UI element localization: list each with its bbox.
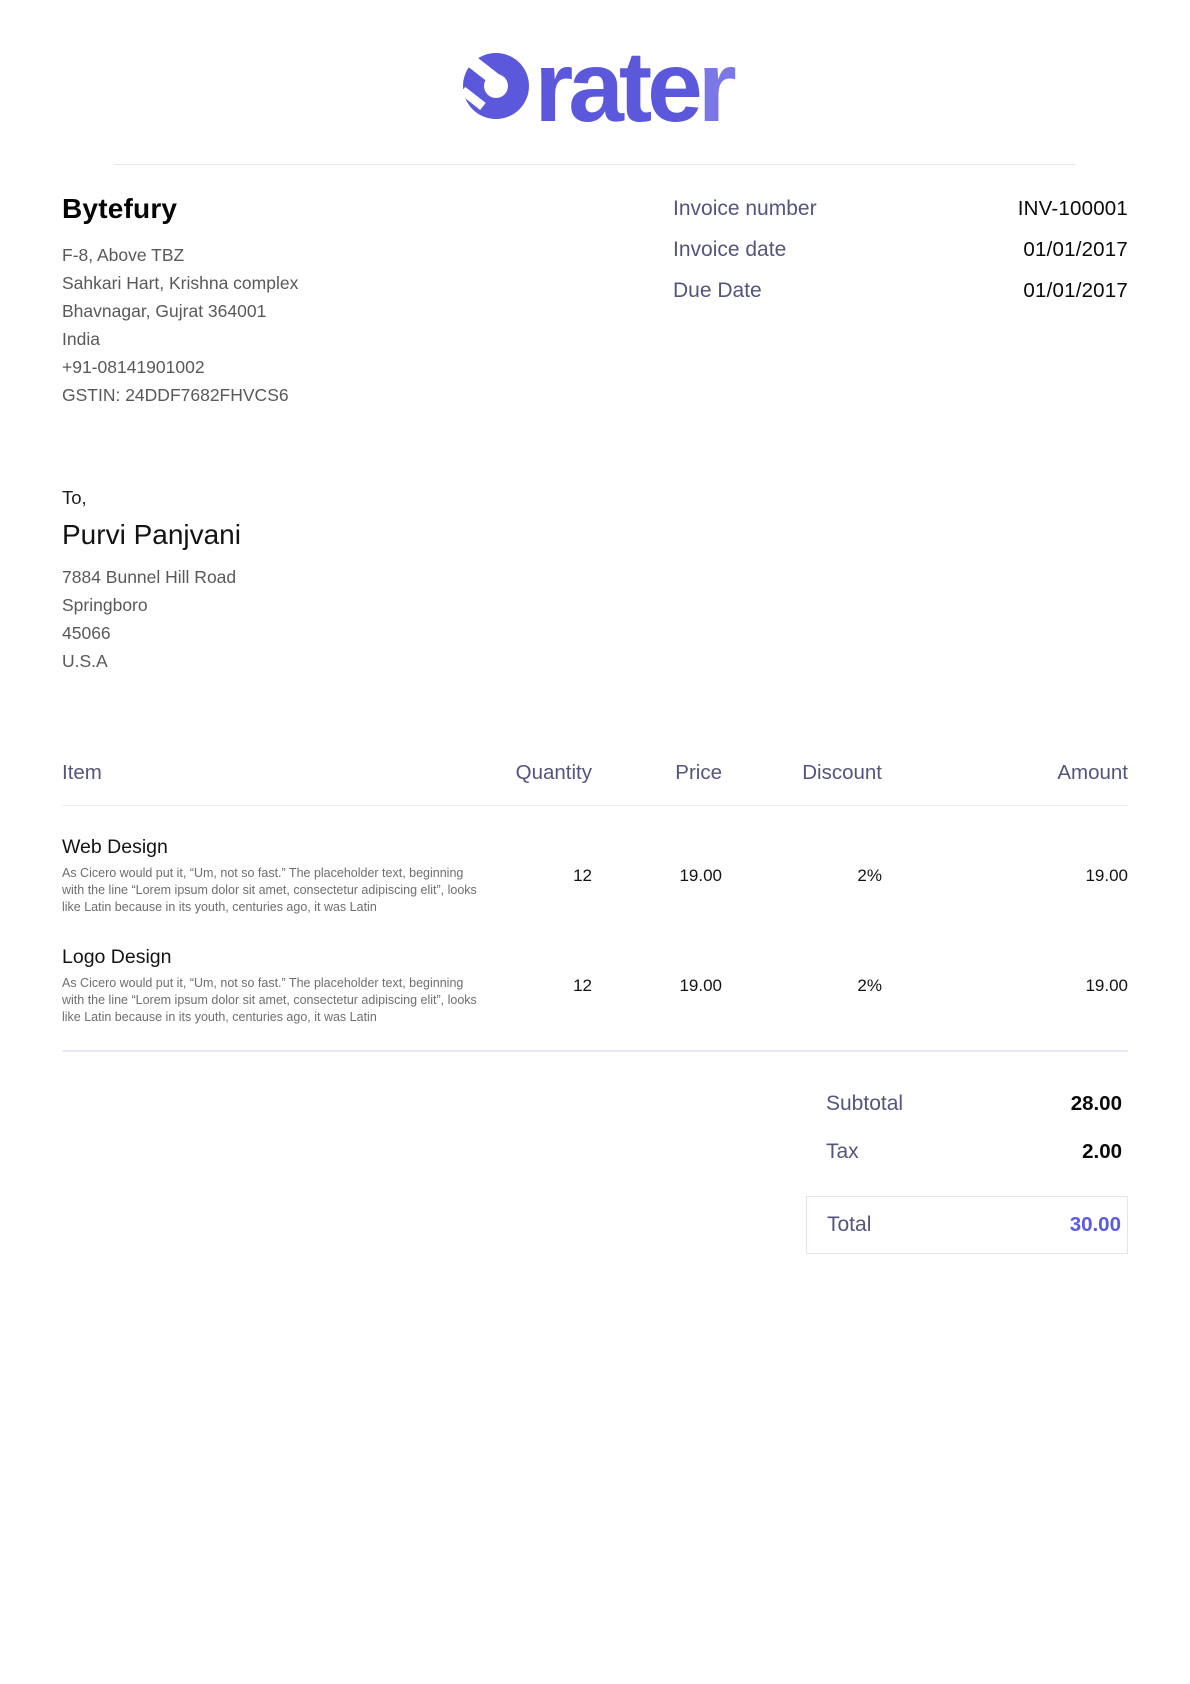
crater-logo-c-icon: [458, 44, 532, 125]
table-row: [62, 806, 1128, 917]
header-divider: [114, 164, 1076, 165]
subtotal-label: Subtotal: [826, 1092, 904, 1115]
item-price: 19.00: [679, 976, 722, 995]
invoice-date-label: Invoice date: [673, 238, 787, 261]
tax-row: [806, 1140, 1128, 1164]
due-date-value: 01/01/2017: [1023, 279, 1128, 302]
invoice-date-value: 01/01/2017: [1023, 238, 1128, 261]
company-info: [62, 193, 298, 409]
item-description: As Cicero would put it, “Um, not so fast.” The placeholder text, beginning with the line “Lorem ipsum dolor sit amet, consectetur adipiscing elit”, looks like Latin because in its youth, centuries ago, it was Latin: [62, 976, 477, 1024]
item-amount: 19.00: [1085, 866, 1128, 885]
item-discount: 2%: [857, 866, 882, 885]
column-header-amount: Amount: [882, 761, 1128, 806]
subtotal-row: [806, 1092, 1128, 1116]
customer-address-line: 7884 Bunnel Hill Road: [62, 567, 237, 587]
column-header-discount: Discount: [722, 761, 882, 806]
invoice-number-label: Invoice number: [673, 197, 817, 220]
item-name: Web Design: [62, 836, 168, 858]
company-gstin: GSTIN: 24DDF7682FHVCS6: [62, 385, 289, 405]
column-header-item: Item: [62, 761, 482, 806]
tax-value: 2.00: [1082, 1140, 1122, 1163]
total-value: 30.00: [1069, 1213, 1121, 1236]
item-price: 19.00: [679, 866, 722, 885]
invoice-number-value: INV-100001: [1017, 197, 1128, 220]
bill-to-prefix: To,: [62, 487, 87, 508]
column-header-quantity: Quantity: [482, 761, 592, 806]
customer-name: Purvi Panjvani: [62, 519, 241, 550]
crater-logo: [62, 0, 1128, 143]
total-label: Total: [827, 1213, 872, 1236]
company-address-line: India: [62, 329, 100, 349]
item-discount: 2%: [857, 976, 882, 995]
column-header-price: Price: [592, 761, 722, 806]
company-address-line: F-8, Above TBZ: [62, 245, 185, 265]
item-description: As Cicero would put it, “Um, not so fast.” The placeholder text, beginning with the line “Lorem ipsum dolor sit amet, consectetur adipiscing elit”, looks like Latin because in its youth, centuries ago, it was Latin: [62, 866, 477, 914]
bill-to-block: [62, 487, 1128, 675]
due-date-label: Due Date: [673, 279, 762, 302]
due-date-row: [673, 279, 1128, 303]
invoice-date-row: [673, 238, 1128, 262]
tax-label: Tax: [826, 1140, 859, 1163]
total-row: [806, 1196, 1128, 1254]
invoice-meta: [673, 193, 1128, 409]
company-phone: +91-08141901002: [62, 357, 205, 377]
invoice-number-row: [673, 197, 1128, 221]
company-address-line: Sahkari Hart, Krishna complex: [62, 273, 299, 293]
customer-address-line: U.S.A: [62, 651, 108, 671]
company-address-line: Bhavnagar, Gujrat 364001: [62, 301, 267, 321]
table-bottom-divider: [62, 1050, 1128, 1052]
item-quantity: 12: [573, 866, 592, 885]
company-name: Bytefury: [62, 193, 178, 224]
item-cell: [62, 806, 482, 917]
item-cell: [62, 916, 482, 1026]
items-table: [62, 761, 1128, 1026]
table-row: [62, 916, 1128, 1026]
totals-block: [806, 1092, 1128, 1254]
item-amount: 19.00: [1085, 976, 1128, 995]
customer-address-line: 45066: [62, 623, 111, 643]
customer-address-line: Springboro: [62, 595, 148, 615]
subtotal-value: 28.00: [1070, 1092, 1122, 1115]
items-table-header-row: [62, 761, 1128, 806]
item-name: Logo Design: [62, 946, 172, 968]
item-quantity: 12: [573, 976, 592, 995]
crater-logo-text: rater: [534, 31, 732, 143]
